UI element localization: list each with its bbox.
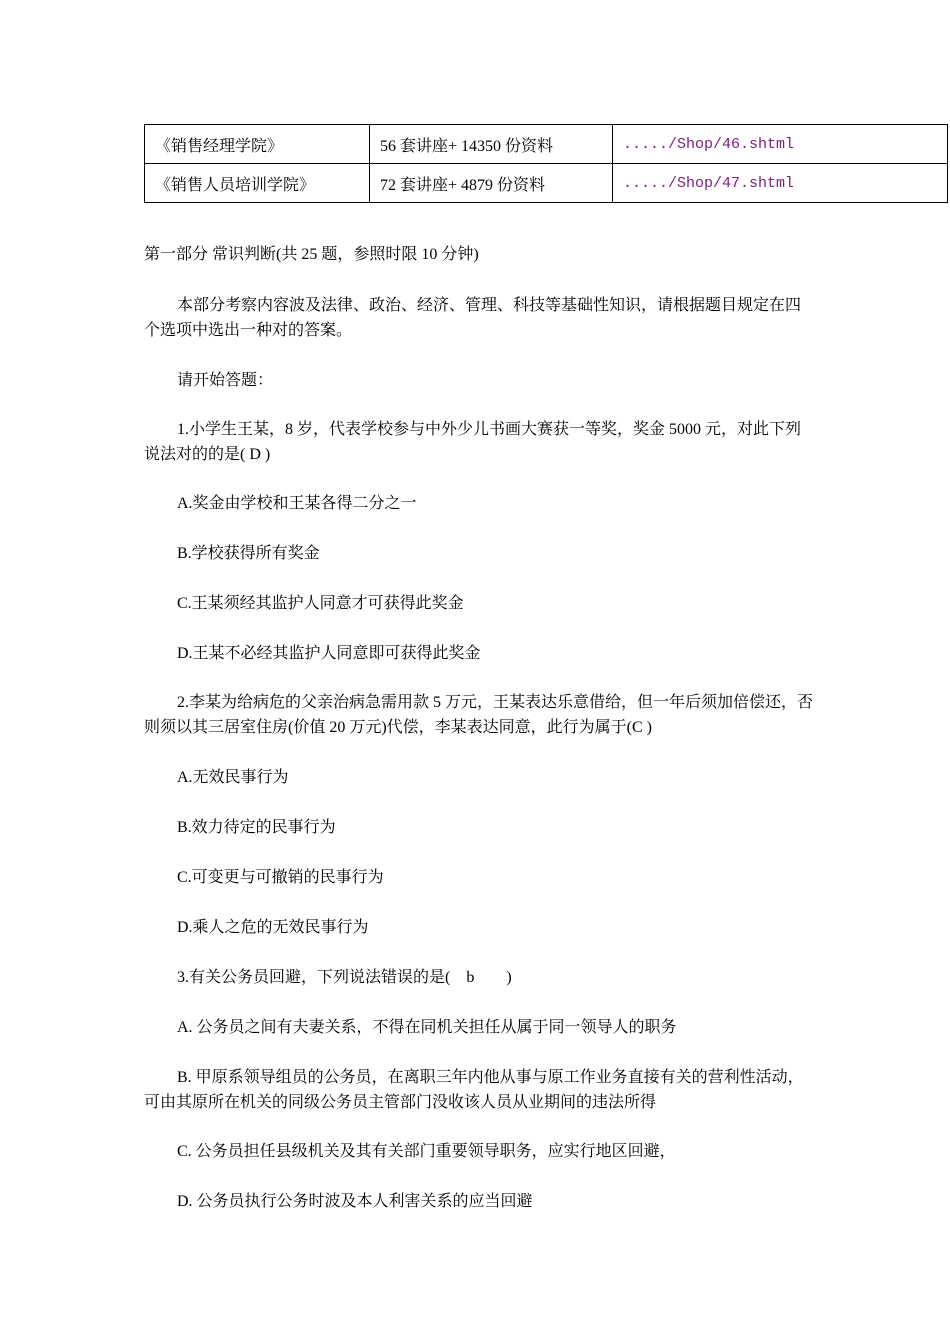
question-option: D.王某不必经其监护人同意即可获得此奖金 [177, 645, 481, 662]
start-prompt: 请开始答题： [177, 372, 274, 389]
question-option: A.奖金由学校和王某各得二分之一 [177, 495, 417, 512]
question-option: D. 公务员执行公务时波及本人利害关系的应当回避 [177, 1193, 533, 1210]
table-cell-link[interactable]: ...../Shop/47.shtml [613, 164, 948, 203]
question-option: C.可变更与可撤销的民事行为 [177, 869, 384, 886]
question-option: A. 公务员之间有夫妻关系，不得在同机关担任从属于同一领导人的职务 [177, 1019, 677, 1036]
table-cell-name: 《销售经理学院》 [145, 125, 370, 164]
question-option: B. 甲原系领导组员的公务员，在离职三年内他从事与原工作业务直接有关的营利性活动，可由其原所在机关的同级公务员主管部门没收该人员从业期间的违法所得 [144, 1069, 804, 1111]
table-cell-name: 《销售人员培训学院》 [145, 164, 370, 203]
question-option: B.学校获得所有奖金 [177, 545, 320, 562]
question-option: D.乘人之危的无效民事行为 [177, 919, 369, 936]
question-option: A.无效民事行为 [177, 769, 289, 786]
resource-table [144, 124, 948, 203]
question-stem: 3.有关公务员回避，下列说法错误的是( b ) [177, 969, 512, 986]
table-row [145, 164, 948, 203]
table-cell-content: 56 套讲座+ 14350 份资料 [370, 125, 613, 164]
section-heading: 第一部分 常识判断(共 25 题，参照时限 10 分钟) [144, 246, 479, 263]
table-row [145, 125, 948, 164]
question-option: B.效力待定的民事行为 [177, 819, 336, 836]
question-stem: 2.李某为给病危的父亲治病急需用款 5 万元，王某表达乐意借给，但一年后须加倍偿还，否则须以其三居室住房(价值 20 万元)代偿，李某表达同意，此行为属于(C ) [144, 694, 814, 736]
question-stem: 1.小学生王某，8 岁，代表学校参与中外少儿书画大赛获一等奖，奖金 5000 元，对此下列说法对的的是( D ) [144, 421, 802, 463]
table-cell-link[interactable]: ...../Shop/46.shtml [613, 125, 948, 164]
question-option: C. 公务员担任县级机关及其有关部门重要领导职务，应实行地区回避， [177, 1143, 676, 1160]
table-cell-content: 72 套讲座+ 4879 份资料 [370, 164, 613, 203]
section-intro: 本部分考察内容波及法律、政治、经济、管理、科技等基础性知识，请根据题目规定在四个选项中选出一种对的答案。 [144, 297, 802, 339]
question-option: C.王某须经其监护人同意才可获得此奖金 [177, 595, 464, 612]
